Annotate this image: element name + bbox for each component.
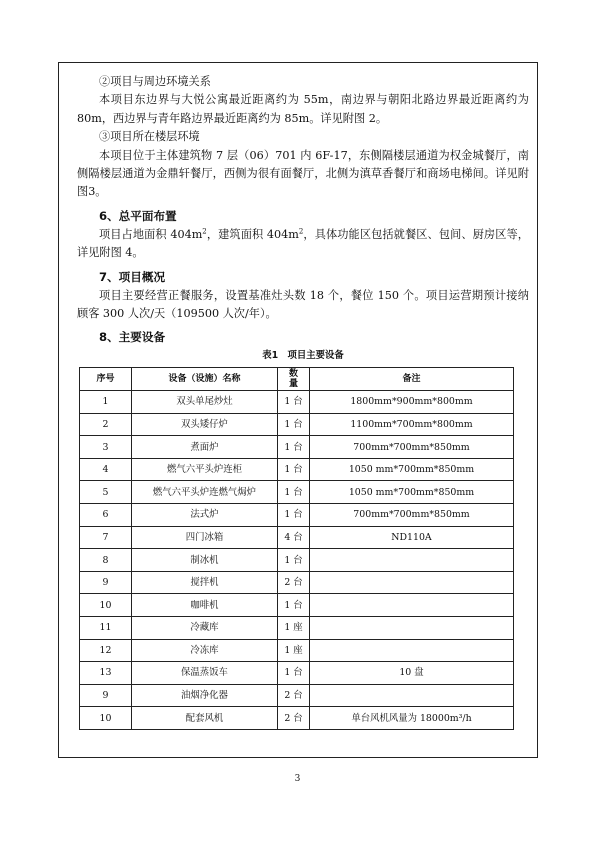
cell-name: 四门冰箱 bbox=[132, 526, 278, 549]
table-row bbox=[80, 571, 514, 594]
table-caption: 表1 项目主要设备 bbox=[262, 350, 344, 362]
cell-remark bbox=[310, 684, 514, 707]
cell-no: 3 bbox=[80, 436, 132, 459]
section-3-text: 本项目位于主体建筑物 7 层（06）701 内 6F-17，东侧隔楼层通道为权金城餐厅，南侧隔楼层通道为金鼎轩餐厅，西侧为很有面餐厅，北侧为滇草香餐厅和商场电梯间。详见附图3。 bbox=[77, 148, 529, 199]
cell-name: 冷冻库 bbox=[132, 639, 278, 662]
cell-name: 配套风机 bbox=[132, 707, 278, 730]
cell-remark bbox=[310, 594, 514, 617]
cell-qty: 2 台 bbox=[278, 571, 310, 594]
cell-qty: 4 台 bbox=[278, 526, 310, 549]
cell-name: 法式炉 bbox=[132, 504, 278, 527]
cell-remark bbox=[310, 571, 514, 594]
cell-no: 2 bbox=[80, 413, 132, 436]
cell-remark: 10 盘 bbox=[310, 662, 514, 685]
table-row bbox=[80, 594, 514, 617]
cell-qty: 1 台 bbox=[278, 594, 310, 617]
cell-remark: ND110A bbox=[310, 526, 514, 549]
cell-qty: 1 座 bbox=[278, 617, 310, 640]
cell-qty: 1 台 bbox=[278, 481, 310, 504]
document-content bbox=[77, 73, 529, 730]
section-3-title: ③项目所在楼层环境 bbox=[99, 130, 200, 144]
cell-remark: 单台风机风量为 18000m³/h bbox=[310, 707, 514, 730]
cell-name: 燃气六平头炉连燃气焗炉 bbox=[132, 481, 278, 504]
cell-name: 双头单尾炒灶 bbox=[132, 391, 278, 414]
cell-qty: 1 台 bbox=[278, 413, 310, 436]
cell-qty: 2 台 bbox=[278, 684, 310, 707]
header-no: 序号 bbox=[80, 368, 132, 391]
section-2-title: ②项目与周边环境关系 bbox=[99, 75, 211, 88]
cell-no: 10 bbox=[80, 594, 132, 617]
table-row bbox=[80, 684, 514, 707]
cell-no: 12 bbox=[80, 639, 132, 662]
header-name: 设备（设施）名称 bbox=[132, 368, 278, 391]
table-body bbox=[80, 391, 514, 730]
cell-remark: 700mm*700mm*850mm bbox=[310, 436, 514, 459]
cell-name: 煮面炉 bbox=[132, 436, 278, 459]
page-number: 3 bbox=[294, 774, 301, 784]
cell-remark: 1050 mm*700mm*850mm bbox=[310, 458, 514, 481]
cell-name: 保温蒸饭车 bbox=[132, 662, 278, 685]
table-row bbox=[80, 413, 514, 436]
cell-qty: 1 台 bbox=[278, 662, 310, 685]
table-row bbox=[80, 549, 514, 572]
cell-no: 10 bbox=[80, 707, 132, 730]
cell-remark: 1050 mm*700mm*850mm bbox=[310, 481, 514, 504]
cell-name: 燃气六平头炉连柜 bbox=[132, 458, 278, 481]
cell-name: 双头矮仔炉 bbox=[132, 413, 278, 436]
cell-no: 5 bbox=[80, 481, 132, 504]
table-row bbox=[80, 436, 514, 459]
cell-no: 11 bbox=[80, 617, 132, 640]
cell-no: 4 bbox=[80, 458, 132, 481]
cell-no: 6 bbox=[80, 504, 132, 527]
cell-remark: 1800mm*900mm*800mm bbox=[310, 391, 514, 414]
cell-name: 冷藏库 bbox=[132, 617, 278, 640]
cell-no: 7 bbox=[80, 526, 132, 549]
cell-qty: 1 台 bbox=[278, 504, 310, 527]
heading-7: 7、项目概况 bbox=[99, 269, 166, 284]
cell-remark: 1100mm*700mm*800mm bbox=[310, 413, 514, 436]
cell-name: 咖啡机 bbox=[132, 594, 278, 617]
cell-no: 8 bbox=[80, 549, 132, 572]
cell-qty: 1 台 bbox=[278, 549, 310, 572]
cell-no: 1 bbox=[80, 391, 132, 414]
cell-no: 9 bbox=[80, 684, 132, 707]
cell-name: 搅拌机 bbox=[132, 571, 278, 594]
heading-8: 8、主要设备 bbox=[99, 330, 166, 345]
section-2-text: 本项目东边界与大悦公寓最近距离约为 55m，南边界与朝阳北路边界最近距离约为80m，西边界与青年路边界最近距离约为 85m。详见附图 2。 bbox=[77, 93, 529, 125]
table-row bbox=[80, 481, 514, 504]
cell-name: 制冰机 bbox=[132, 549, 278, 572]
table-row bbox=[80, 707, 514, 730]
cell-remark: 700mm*700mm*850mm bbox=[310, 504, 514, 527]
cell-no: 13 bbox=[80, 662, 132, 685]
cell-remark bbox=[310, 639, 514, 662]
heading-6-text: 项目占地面积 $404m^2$，建筑面积 $404m^2$，具体功能区包括就餐区、包间、厨房区等，详见附图 4。 bbox=[77, 227, 529, 260]
header-remark: 备注 bbox=[310, 368, 514, 391]
cell-remark bbox=[310, 549, 514, 572]
cell-qty: 1 台 bbox=[278, 391, 310, 414]
equipment-table bbox=[79, 367, 514, 730]
heading-6: 6、总平面布置 bbox=[99, 208, 177, 223]
table-header-row bbox=[80, 368, 514, 391]
header-qty: 数 量 bbox=[278, 368, 310, 391]
table-row bbox=[80, 617, 514, 640]
cell-name: 油烟净化器 bbox=[132, 684, 278, 707]
cell-qty: 2 台 bbox=[278, 707, 310, 730]
table-row bbox=[80, 391, 514, 414]
heading-7-text: 项目主要经营正餐服务，设置基准灶头数 18 个，餐位 150 个。项目运营期预计接纳顾客 300 人次/天（109500 人次/年）。 bbox=[77, 288, 529, 321]
cell-qty: 1 座 bbox=[278, 639, 310, 662]
cell-no: 9 bbox=[80, 571, 132, 594]
table-row bbox=[80, 662, 514, 685]
document-frame bbox=[58, 62, 538, 758]
cell-qty: 1 台 bbox=[278, 436, 310, 459]
table-row bbox=[80, 639, 514, 662]
table-row bbox=[80, 504, 514, 527]
cell-remark bbox=[310, 617, 514, 640]
table-row bbox=[80, 526, 514, 549]
table-row bbox=[80, 458, 514, 481]
cell-qty: 1 台 bbox=[278, 458, 310, 481]
